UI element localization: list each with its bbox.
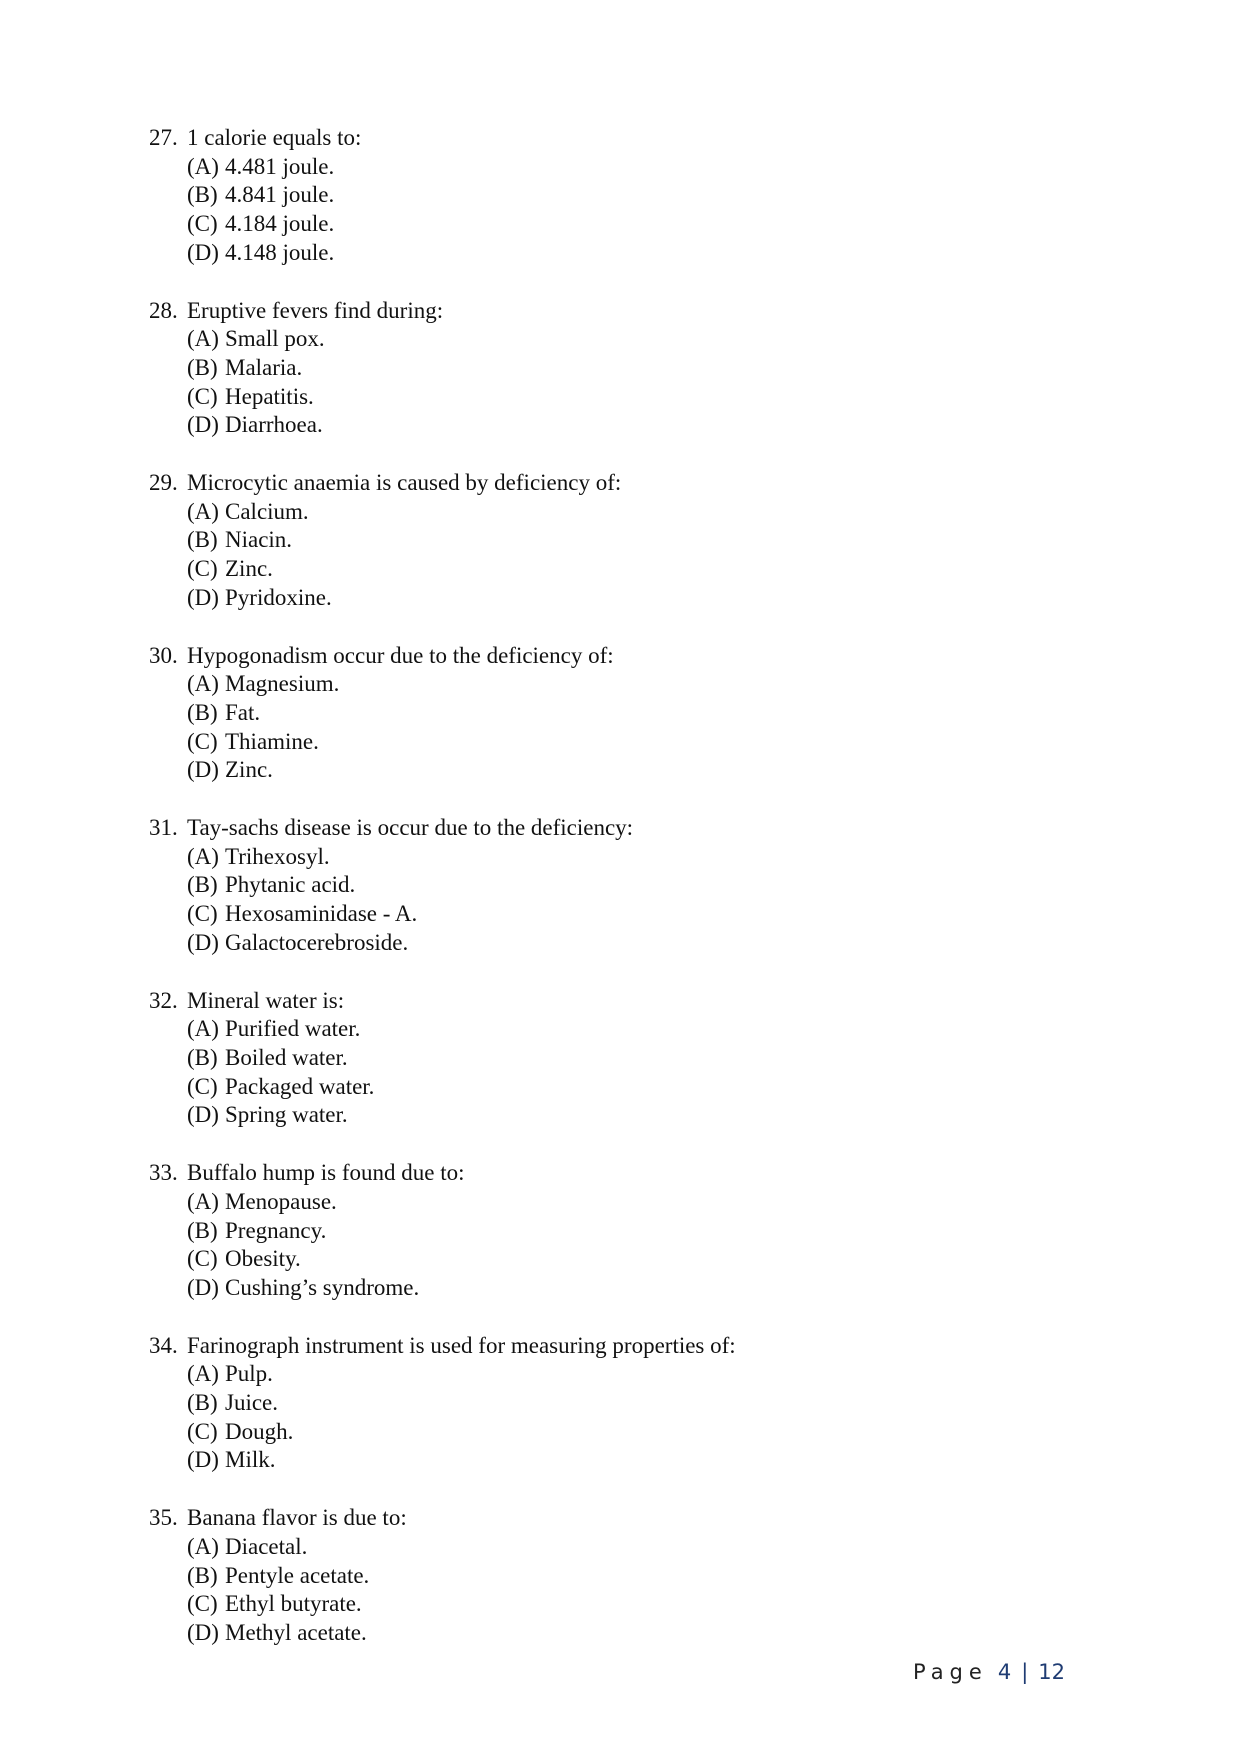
option-letter: (C) <box>187 728 218 754</box>
option-item <box>187 1533 1049 1562</box>
page-number: 4 <box>997 1660 1012 1684</box>
option-letter: (B) <box>187 1562 218 1588</box>
question-line <box>149 642 1049 671</box>
option-item <box>187 1562 1049 1591</box>
option-text: Diarrhoea. <box>225 412 323 438</box>
option-text: Packaged water. <box>225 1073 375 1099</box>
question-item <box>149 1159 1049 1303</box>
option-text: Cushing’s syndrome. <box>225 1274 420 1300</box>
option-letter: (C) <box>187 1246 218 1272</box>
question-item <box>149 124 1049 268</box>
option-letter: (D) <box>187 1447 219 1473</box>
question-line <box>149 987 1049 1016</box>
option-text: Ethyl butyrate. <box>225 1591 362 1617</box>
option-item <box>187 325 1049 354</box>
question-item <box>149 642 1049 786</box>
option-item <box>187 1217 1049 1246</box>
question-item <box>149 297 1049 441</box>
question-number: 28. <box>149 297 178 323</box>
option-letter: (B) <box>187 354 218 380</box>
option-letter: (A) <box>187 1533 219 1559</box>
option-item <box>187 239 1049 268</box>
option-item <box>187 153 1049 182</box>
option-letter: (B) <box>187 1044 218 1070</box>
option-letter: (C) <box>187 383 218 409</box>
option-text: Boiled water. <box>225 1044 348 1070</box>
option-text: Zinc. <box>225 757 273 783</box>
option-item <box>187 1073 1049 1102</box>
question-text: Tay-sachs disease is occur due to the deficiency: <box>187 815 634 841</box>
question-number: 27. <box>149 125 178 150</box>
question-list <box>149 124 1049 1677</box>
question-number: 33. <box>149 1160 178 1186</box>
option-item <box>187 1015 1049 1044</box>
question-number: 35. <box>149 1505 178 1531</box>
option-item <box>187 555 1049 584</box>
option-letter: (A) <box>187 326 219 352</box>
option-letter: (C) <box>187 211 218 237</box>
question-text: 1 calorie equals to: <box>187 125 362 150</box>
option-item <box>187 900 1049 929</box>
question-item <box>149 469 1049 613</box>
question-line <box>149 297 1049 326</box>
question-line <box>149 1332 1049 1361</box>
question-line <box>149 1159 1049 1188</box>
option-letter: (B) <box>187 1217 218 1243</box>
option-text: Juice. <box>225 1390 279 1416</box>
option-item <box>187 1274 1049 1303</box>
option-letter: (D) <box>187 1619 219 1645</box>
question-text: Microcytic anaemia is caused by deficiency of: <box>187 470 622 496</box>
option-item <box>187 1389 1049 1418</box>
question-number: 29. <box>149 470 178 496</box>
option-item <box>187 1245 1049 1274</box>
option-letter: (D) <box>187 1102 219 1128</box>
option-letter: (A) <box>187 153 219 179</box>
option-item <box>187 210 1049 239</box>
option-text: Zinc. <box>225 556 273 582</box>
option-item <box>187 526 1049 555</box>
question-text: Buffalo hump is found due to: <box>187 1160 465 1186</box>
option-item <box>187 929 1049 958</box>
option-letter: (D) <box>187 239 219 265</box>
option-item <box>187 584 1049 613</box>
option-text: Obesity. <box>225 1246 301 1272</box>
option-text: Pyridoxine. <box>225 584 332 610</box>
option-text: Calcium. <box>225 498 309 524</box>
option-item <box>187 411 1049 440</box>
question-text: Banana flavor is due to: <box>187 1505 407 1531</box>
option-item <box>187 1188 1049 1217</box>
option-list <box>187 325 1049 440</box>
option-item <box>187 1101 1049 1130</box>
option-text: Trihexosyl. <box>225 843 330 869</box>
option-text: Small pox. <box>225 326 325 352</box>
option-letter: (D) <box>187 412 219 438</box>
question-line <box>149 1504 1049 1533</box>
option-list <box>187 498 1049 613</box>
option-letter: (A) <box>187 671 219 697</box>
question-text: Hypogonadism occur due to the deficiency of: <box>187 642 614 668</box>
option-text: 4.481 joule. <box>225 153 335 179</box>
question-item <box>149 987 1049 1131</box>
option-letter: (D) <box>187 929 219 955</box>
question-number: 30. <box>149 642 178 668</box>
question-line <box>149 469 1049 498</box>
option-letter: (A) <box>187 1188 219 1214</box>
question-number: 32. <box>149 987 178 1013</box>
option-letter: (A) <box>187 498 219 524</box>
option-letter: (C) <box>187 901 218 927</box>
option-list <box>187 1360 1049 1475</box>
option-item <box>187 354 1049 383</box>
page-footer <box>913 1660 1065 1684</box>
option-letter: (B) <box>187 872 218 898</box>
option-text: Magnesium. <box>225 671 340 697</box>
option-item <box>187 1446 1049 1475</box>
option-text: Pulp. <box>225 1361 273 1387</box>
question-line <box>149 814 1049 843</box>
option-text: Pentyle acetate. <box>225 1562 370 1588</box>
option-letter: (B) <box>187 182 218 208</box>
option-item <box>187 1619 1049 1648</box>
question-line <box>149 124 1049 153</box>
option-letter: (C) <box>187 556 218 582</box>
option-text: Malaria. <box>225 354 303 380</box>
option-letter: (D) <box>187 757 219 783</box>
option-item <box>187 670 1049 699</box>
total-pages: 12 <box>1038 1660 1065 1684</box>
option-letter: (A) <box>187 1361 219 1387</box>
option-item <box>187 383 1049 412</box>
option-letter: (D) <box>187 584 219 610</box>
option-letter: (D) <box>187 1274 219 1300</box>
option-text: Dough. <box>225 1418 294 1444</box>
option-letter: (A) <box>187 1016 219 1042</box>
option-text: 4.841 joule. <box>225 182 335 208</box>
option-text: Thiamine. <box>225 728 319 754</box>
option-text: Phytanic acid. <box>225 872 356 898</box>
option-text: Methyl acetate. <box>225 1619 367 1645</box>
option-item <box>187 1590 1049 1619</box>
question-number: 34. <box>149 1332 178 1358</box>
option-item <box>187 181 1049 210</box>
option-item <box>187 1360 1049 1389</box>
option-text: 4.148 joule. <box>225 239 335 265</box>
option-item <box>187 756 1049 785</box>
option-list <box>187 1188 1049 1303</box>
option-letter: (C) <box>187 1073 218 1099</box>
option-item <box>187 699 1049 728</box>
question-text: Mineral water is: <box>187 987 345 1013</box>
option-text: Menopause. <box>225 1188 337 1214</box>
option-text: Milk. <box>225 1447 276 1473</box>
option-item <box>187 728 1049 757</box>
option-text: Diacetal. <box>225 1533 308 1559</box>
option-list <box>187 670 1049 785</box>
option-item <box>187 1418 1049 1447</box>
option-item <box>187 871 1049 900</box>
option-text: Purified water. <box>225 1016 361 1042</box>
option-text: Pregnancy. <box>225 1217 327 1243</box>
page-separator: | <box>1021 1660 1029 1684</box>
option-letter: (A) <box>187 843 219 869</box>
option-text: Galactocerebroside. <box>225 929 409 955</box>
option-letter: (B) <box>187 699 218 725</box>
option-text: 4.184 joule. <box>225 211 335 237</box>
option-list <box>187 1015 1049 1130</box>
option-text: Fat. <box>225 699 261 725</box>
option-list <box>187 1533 1049 1648</box>
option-letter: (B) <box>187 1390 218 1416</box>
option-letter: (C) <box>187 1591 218 1617</box>
question-item <box>149 814 1049 958</box>
option-list <box>187 153 1049 268</box>
option-text: Niacin. <box>225 527 293 553</box>
option-item <box>187 1044 1049 1073</box>
question-number: 31. <box>149 815 178 841</box>
option-letter: (C) <box>187 1418 218 1444</box>
question-item <box>149 1332 1049 1476</box>
question-item <box>149 1504 1049 1648</box>
question-text: Farinograph instrument is used for measuring properties of: <box>187 1332 736 1358</box>
option-item <box>187 843 1049 872</box>
option-letter: (B) <box>187 527 218 553</box>
page-word: Page <box>912 1660 988 1684</box>
option-text: Spring water. <box>225 1102 348 1128</box>
option-text: Hexosaminidase - A. <box>225 901 418 927</box>
option-item <box>187 498 1049 527</box>
question-text: Eruptive fevers find during: <box>187 297 444 323</box>
option-list <box>187 843 1049 958</box>
option-text: Hepatitis. <box>225 383 314 409</box>
